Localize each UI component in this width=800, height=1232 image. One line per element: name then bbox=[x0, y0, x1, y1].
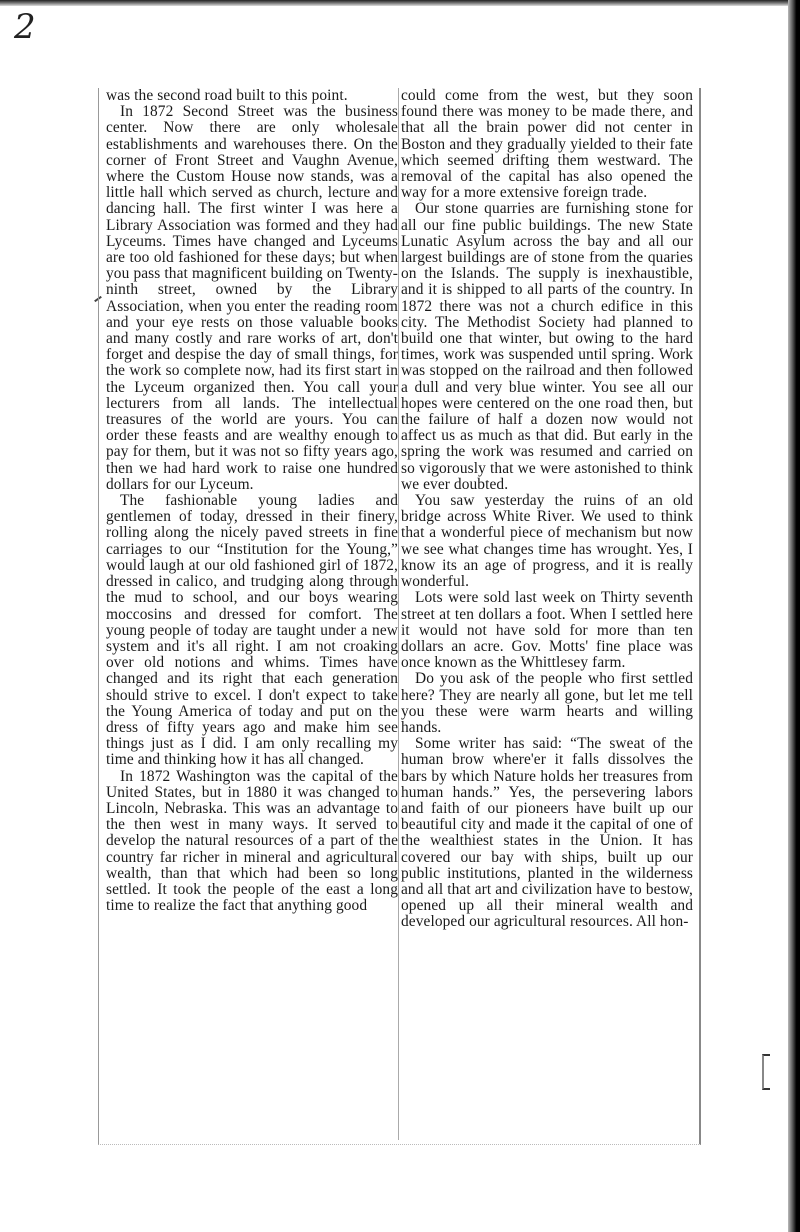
paragraph: You saw yesterday the ruins of an old bridge across White River. We used to think that a wonderful piece of mechanism but now we see what changes time has wrought. Yes, I know its an age of progress, and it is really wonderful. bbox=[401, 492, 693, 591]
paragraph: Lots were sold last week on Thirty seventh street at ten dollars a foot. When I settled here it would not have sold for more than ten dollars an acre. Gov. Motts' fine place was once known as the Whittlesey farm. bbox=[401, 589, 693, 672]
handwritten-page-number: 2 bbox=[14, 7, 36, 47]
paragraph: Do you ask of the people who first settled here? They are nearly all gone, but let me tell you these were warm hearts and willing hands. bbox=[401, 670, 693, 736]
paragraph: could come from the west, but they soon found there was money to be made there, and that all the brain power did not center in Boston and they gradually yielded to their fate which seemed drifting them westward. The removal of the capital has also opened the way for a more extensive foreign trade. bbox=[401, 87, 693, 202]
article-column-left bbox=[106, 88, 398, 914]
scan-right-edge bbox=[788, 0, 800, 1232]
paragraph: In 1872 Washington was the capital of the United States, but in 1880 it was changed to Lincoln, Nebraska. This was an advantage to the then west in many ways. It served to develop the natural resources of a part of the country far richer in mineral and agricultural wealth, than that which had been so long settled. It took the people of the east a long time to realize the fact that anything good bbox=[106, 767, 398, 915]
scan-top-edge bbox=[0, 0, 800, 6]
paragraph: In 1872 Second Street was the business center. Now there are only wholesale establishments and warehouses there. On the corner of Front Street and Vaughn Avenue, where the Custom House now stands, was a little hall which served as church, lecture and dancing hall. The first winter I was here a Library Association was formed and they had Lyceums. Times have changed and Lyceums are too old fashioned for these days; but when you pass that magnificent building on Twenty-ninth street, owned by the Library Association, when you enter the reading room and your eye rests on those valuable books and many costly and rare works of art, don't forget and despise the day of small things, for the work so complete now, had its first start in the Lyceum organized then. You call your lecturers from all lands. The intellectual treasures of the world are yours. You can order these feasts and are wealthy enough to pay for them, but it was not so fifty years ago, then we had hard work to raise one hundred dollars for our Lyceum. bbox=[106, 103, 398, 493]
paragraph: Some writer has said: “The sweat of the human brow where'er it falls dissolves the bars by which Nature holds her treasures from human hands.” Yes, the persevering labors and faith of our pioneers have built up our beautiful city and made it the capital of one of the wealthiest states in the Union. It has covered our bay with ships, built up our public institutions, planted in the wilderness and all that art and civilization have to bestow, opened up all their mineral wealth and developed our agricultural resources. All hon- bbox=[401, 735, 693, 931]
margin-bracket-mark bbox=[762, 1054, 770, 1090]
article-column-right bbox=[401, 88, 693, 931]
paragraph: The fashionable young ladies and gentlemen of today, dressed in their finery, rolling along the nicely paved streets in fine carriages to our “Institution for the Young,” would laugh at our old fashioned girl of 1872, dressed in calico, and trudging along through the mud to school, and our boys wearing moccosins and dressed for comfort. The young people of today are taught under a new system and it's all right. I am not croaking over old notions and whims. Times have changed and its right that each generation should strive to excel. I don't expect to take the Young America of today and put on the dress of fifty years ago and make him see things just as I did. I am only recalling my time and thinking how it has all changed. bbox=[106, 492, 398, 769]
paragraph: Our stone quarries are furnishing stone for all our fine public buildings. The new State Lunatic Asylum across the bay and all our largest buildings are of stone from the quaries on the Islands. The supply is inexhaustible, and it is shipped to all parts of the country. In 1872 there was not a church edifice in this city. The Methodist Society had planned to build one that winter, but owing to the hard times, work was suspended until spring. Work was stopped on the railroad and then followed a dull and very blue winter. You see all our hopes were centered on the one road then, but the failure of half a dozen now would not affect us as much as that did. But early in the spring the work was resumed and carried on so vigorously that we were astonished to think we ever doubted. bbox=[401, 200, 693, 493]
paragraph: was the second road built to this point. bbox=[106, 87, 348, 104]
newspaper-clipping bbox=[98, 88, 701, 1145]
column-divider bbox=[398, 88, 399, 1140]
